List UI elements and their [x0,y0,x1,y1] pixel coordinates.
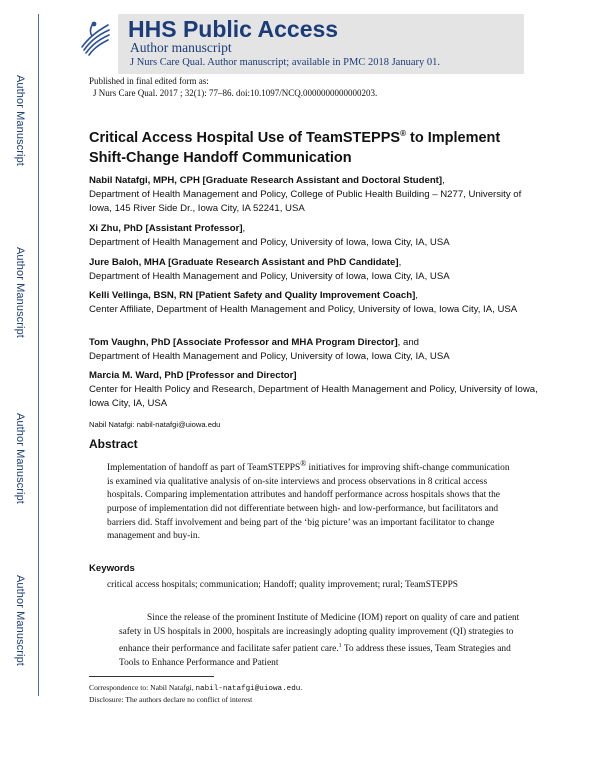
abstract-heading: Abstract [89,437,138,451]
author-name: Jure Baloh, MHA [Graduate Research Assistant and PhD Candidate] [89,257,399,268]
citation: J Nurs Care Qual. 2017 ; 32(1): 77–86. doi:10.1097/NCQ.0000000000000203. [93,88,378,98]
registered-mark: ® [300,459,307,468]
correspondence-email: nabil-natafgi@uiowa.edu [195,685,301,693]
keywords-heading: Keywords [89,563,135,574]
journal-availability-line: J Nurs Care Qual. Author manuscript; available in PMC 2018 January 01. [130,57,440,68]
corresponding-email-note: Nabil Natafgi: nabil-natafgi@uiowa.edu [89,420,221,429]
author-name: Marcia M. Ward, PhD [Professor and Director] [89,370,297,381]
hhs-eagle-logo-icon [78,17,112,57]
hhs-public-access-title: HHS Public Access [128,16,339,42]
margin-divider [38,14,39,696]
author-entry: Kelli Vellinga, BSN, RN [Patient Safety and Quality Improvement Coach], Center Affiliate, Department of Health Management and Policy, University of Iowa, Iowa City, IA, USA [89,290,518,315]
author-manuscript-subtitle: Author manuscript [130,40,232,55]
article-title: Critical Access Hospital Use of TeamSTEPPS® to Implement Shift-Change Handoff Communication [89,129,501,166]
author-name: Kelli Vellinga, BSN, RN [Patient Safety and Quality Improvement Coach] [89,290,416,301]
author-entry: Xi Zhu, PhD [Assistant Professor], Department of Health Management and Policy, University of Iowa, Iowa City, IA, USA [89,223,450,248]
published-label: Published in final edited form as: [89,76,209,86]
author-affiliation: Department of Health Management and Policy, University of Iowa, Iowa City, IA, USA [89,237,450,248]
author-name: Nabil Natafgi, MPH, CPH [Graduate Research Assistant and Doctoral Student] [89,175,443,186]
author-affiliation: Department of Health Management and Policy, University of Iowa, Iowa City, IA, USA [89,271,450,282]
author-entry: Nabil Natafgi, MPH, CPH [Graduate Research Assistant and Doctoral Student], Department of Health Management and Policy, College of Public Health Building – N277, University of Iowa, 145 River Side Dr., Iowa City, IA 52241, USA [89,175,522,214]
registered-mark: ® [400,129,406,138]
margin-label-author-manuscript: Author Manuscript [14,246,26,338]
margin-label-author-manuscript: Author Manuscript [14,74,26,166]
disclosure-footnote: Disclosure: The authors declare no conflict of interest [89,695,253,704]
author-affiliation: Center Affiliate, Department of Health Management and Policy, University of Iowa, Iowa City, IA, USA [89,304,518,315]
author-affiliation: Department of Health Management and Policy, University of Iowa, Iowa City, IA, USA [89,351,450,362]
footnote-divider [89,676,214,677]
author-entry: Jure Baloh, MHA [Graduate Research Assistant and PhD Candidate], Department of Health Management and Policy, University of Iowa, Iowa City, IA, USA [89,257,450,282]
author-entry [89,369,539,411]
author-name: Xi Zhu, PhD [Assistant Professor] [89,223,243,234]
author-name: Tom Vaughn, PhD [Associate Professor and MHA Program Director] [89,337,398,348]
body-paragraph: Since the release of the prominent Institute of Medicine (IOM) report on quality of care and patient safety in US hospitals in 2000, hospitals are increasingly adopting quality improvement (QI) strategies to enhance their performance and facilitate safer patient care.$^1$ To address these issues, Team Strategies and Tools to Enhance Performance and Patient [119,613,520,669]
abstract-text: Implementation of handoff as part of TeamSTEPPS® initiatives for improving shift-change communication is examined via qualitative analysis of on-site interviews and process observations in 8 critical access hospitals. Comparing implementation attributes and handoff performance across hospitals shows that the purpose of implementation did not differentiate between high- and low-performance, but facilitators and barriers did. Staff involvement and being part of the ‘big picture’ was an important facilitator to change management and buy-in. [107,459,510,542]
keywords-text: critical access hospitals; communication; Handoff; quality improvement; rural; TeamSTEPPS [107,580,459,590]
author-affiliation: Center for Health Policy and Research, Department of Health Management and Policy, University of Iowa, Iowa City, IA, USA [89,384,538,409]
author-affiliation: Department of Health Management and Policy, College of Public Health Building – N277, University of Iowa, 145 River Side Dr., Iowa City, IA 52241, USA [89,189,522,214]
margin-label-author-manuscript: Author Manuscript [14,412,26,504]
author-entry: Tom Vaughn, PhD [Associate Professor and MHA Program Director], and Department of Health Management and Policy, University of Iowa, Iowa City, IA, USA [89,337,450,362]
margin-label-author-manuscript: Author Manuscript [14,574,26,666]
reference-marker: 1 [338,643,342,649]
correspondence-footnote: Correspondence to: Nabil Natafgi, nabil-natafgi@uiowa.edu. [89,683,303,693]
